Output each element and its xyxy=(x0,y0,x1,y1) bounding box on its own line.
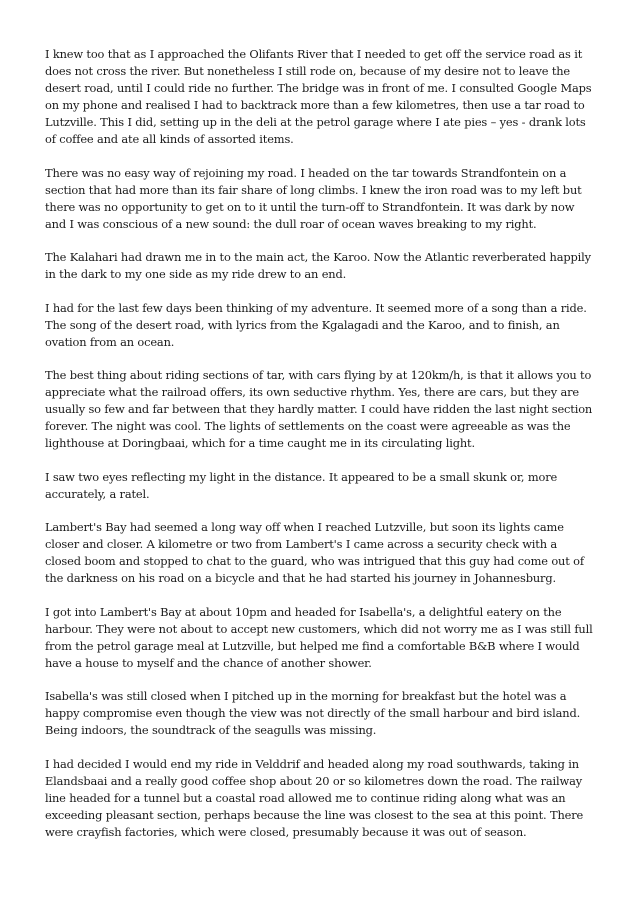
paragraph: I got into Lambert's Bay at about 10pm and headed for Isabella's, a delightful eatery on the harbour. They were not about to accept new customers, which did not worry me as I was still full from the petrol garage meal at Lutzville, but helped me find a comfortable B&B where I would have a house to myself and the chance of another shower. xyxy=(45,604,593,670)
paragraph: The best thing about riding sections of tar, with cars flying by at 120km/h, is that it allows you to appreciate what the railroad offers, its own seductive rhythm. Yes, there are cars, but they are usually so few and far between that they hardly matter. I could have ridden the last night section forever. The night was cool. The lights of settlements on the coast were agreeable as was the lighthouse at Doringbaai, which for a time caught me in its circulating light. xyxy=(45,368,593,450)
paragraph: There was no easy way of rejoining my road. I headed on the tar towards Strandfontein on a section that had more than its fair share of long climbs. I knew the iron road was to my left but there was no opportunity to get on to it until the turn-off to Strandfontein. It was dark by now and I was conscious of a new sound: the dull roar of ocean waves breaking to my right. xyxy=(45,165,582,231)
document-page xyxy=(45,46,593,857)
paragraph: I had for the last few days been thinking of my adventure. It seemed more of a song than a ride. The song of the desert road, with lyrics from the Kgalagadi and the Karoo, and to finish, an ovation from an ocean. xyxy=(45,300,587,349)
paragraph: The Kalahari had drawn me in to the main act, the Karoo. Now the Atlantic reverberated happily in the dark to my one side as my ride drew to an end. xyxy=(45,250,591,281)
paragraph: Lambert's Bay had seemed a long way off when I reached Lutzville, but soon its lights came closer and closer. A kilometre or two from Lambert's I came across a security check with a closed boom and stopped to chat to the guard, who was intrigued that this guy had come out of the darkness on his road on a bicycle and that he had started his journey in Johannesburg. xyxy=(45,520,584,585)
paragraph: I saw two eyes reflecting my light in the distance. It appeared to be a small skunk or, more accurately, a ratel. xyxy=(45,469,558,501)
paragraph: I had decided I would end my ride in Velddrif and headed along my road southwards, taking in Elandsbaai and a really good coffee shop about 20 or so kilometres down the road. The railway line headed for a tunnel but a coastal road allowed me to continue riding along what was an exceeding pleasant section, perhaps because the line was closest to the sea at this point. There were crayfish factories, which were closed, presumably because it was out of season. xyxy=(45,756,584,839)
paragraph: Isabella's was still closed when I pitched up in the morning for breakfast but the hotel was a happy compromise even though the view was not directly of the small harbour and bird island. Being indoors, the soundtrack of the seagulls was missing. xyxy=(45,689,581,737)
paragraph: I knew too that as I approached the Olifants River that I needed to get off the service road as it does not cross the river. But nonetheless I still rode on, because of my desire not to leave the desert road, until I could ride no further. The bridge was in front of me. I consulted Google Maps on my phone and realised I had to backtrack more than a few kilometres, then use a tar road to Lutzville. This I did, setting up in the deli at the petrol garage where I ate pies – yes - drank lots of coffee and ate all kinds of assorted items. xyxy=(45,47,592,146)
